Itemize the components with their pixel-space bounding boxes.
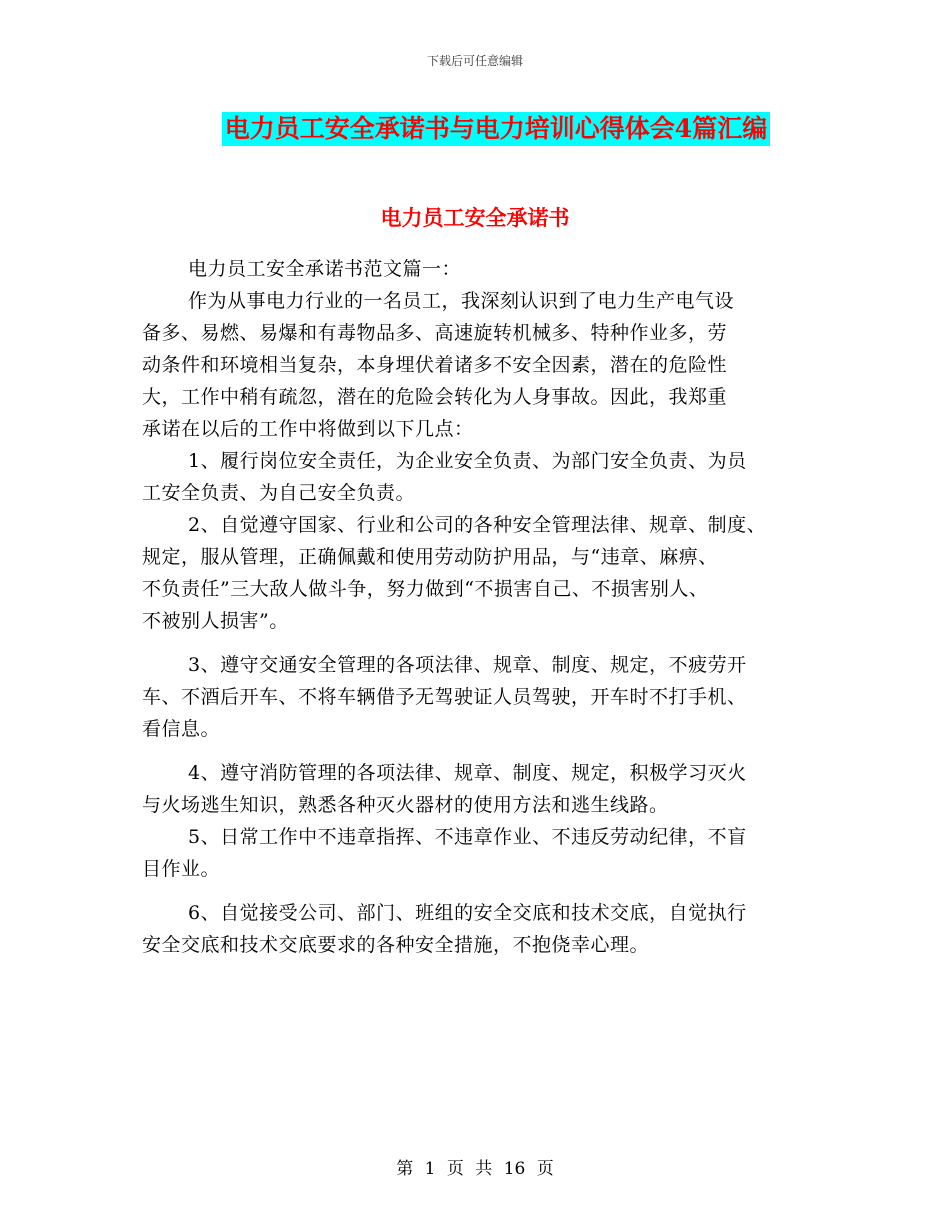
paragraph-item-5: 5、日常工作中不违章指挥、不违章作业、不违反劳动纪律，不盲 目作业。 — [142, 826, 747, 880]
page-footer: 第 1 页 共 16 页 — [396, 1159, 554, 1179]
paragraph-item-4: 4、遵守消防管理的各项法律、规章、制度、规定，积极学习灭火 与火场逃生知识，熟悉各种灭火器材的使用方法和逃生线路。 — [142, 762, 747, 816]
subheading: 电力员工安全承诺书范文篇一： — [188, 258, 462, 280]
paragraph-item-1: 1、履行岗位安全责任，为企业安全负责、为部门安全负责、为员 工安全负责、为自己安全负责。 — [142, 450, 747, 504]
document-title-container — [0, 112, 950, 146]
paragraph-item-3: 3、遵守交通安全管理的各项法律、规章、制度、规定，不疲劳开 车、不酒后开车、不将车辆借予无驾驶证人员驾驶，开车时不打手机、 看信息。 — [142, 654, 747, 740]
document-body — [142, 225, 832, 961]
page-header: 下载后可任意编辑 — [426, 54, 523, 68]
section-title: 电力员工安全承诺书 — [380, 205, 570, 230]
paragraph-intro: 作为从事电力行业的一名员工，我深刻认识到了电力生产电气设 备多、易燃、易爆和有毒物品多、高速旋转机械多、特种作业多，劳 动条件和环境相当复杂，本身埋伏着诸多不安全因素，潜在的危险性 大，工作中稍有疏忽，潜在的危险会转化为人身事故。因此，我郑重 承诺在以后的工作中将做到以下几点： — [142, 290, 735, 440]
document-title: 电力员工安全承诺书与电力培训心得体会4篇汇编 — [222, 112, 770, 146]
paragraph-item-6: 6、自觉接受公司、部门、班组的安全交底和技术交底，自觉执行 安全交底和技术交底要求的各种安全措施，不抱侥幸心理。 — [142, 902, 747, 956]
paragraph-item-2: 2、自觉遵守国家、行业和公司的各种安全管理法律、规章、制度、 规定，服从管理，正确佩戴和使用劳动防护用品，与“违章、麻痹、 不负责任”三大敌人做斗争，努力做到“不损害自己、不损害别人、 不被别人损害”。 — [142, 514, 767, 632]
